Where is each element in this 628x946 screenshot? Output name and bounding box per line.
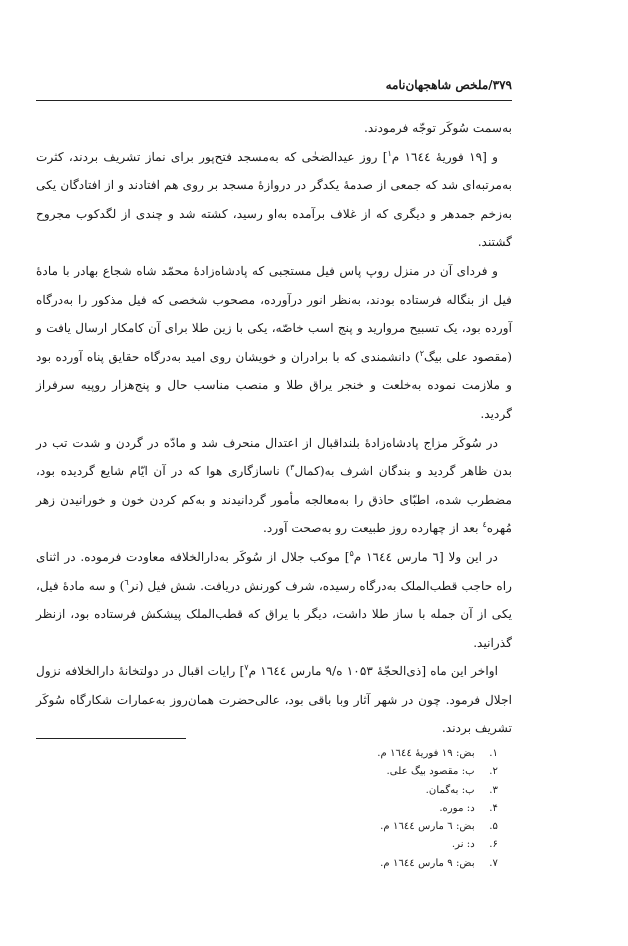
paragraph-2: و [۱۹ فوریهٔ ١٦٤٤ م$^۱$] روز عیدالضحٰی که به‌مسجد فتح‌پور برای نماز تشریف بردند، کثرت به‌مرتبه‌ای شد که جمعی از صدمهٔ یکدگر در دروازهٔ مسجد بر روی هم افتادند و از افتادگان یکی به‌زخم جمدهر و دیگری که از غلاف برآمده به‌او رسید، کشته شد و چندی از لگدکوب مجروح گشتند. bbox=[36, 148, 512, 250]
footnote-item: ۲. ب: مقصود بیگ علی. bbox=[386, 766, 498, 778]
footnote-item: ۳. ب: به‌گمان. bbox=[425, 784, 498, 796]
footnote-item: ۶. د: نر. bbox=[451, 839, 498, 851]
paragraph-5: در این ولا [٦ مارس ١٦٤٤ م$^۵$] موکب جلال از سُوکَر به‌دارالخلافه معاودت فرموده. در اثنای راه حاجب قطب‌الملک به‌درگاه رسیده، شرف کورنش دریافت. شش فیل (نر$^٦$) و سه مادهٔ فیل، یکی از آن جمله با ساز طلا داشت، دیگر با یراق که قطب‌الملک پیشکش فرستاده بود، ازنظر گذرانید. bbox=[36, 548, 512, 650]
paragraph-1: به‌سمت سُوکَر توجّه فرمودند. bbox=[363, 121, 512, 135]
footnote-item: ۷. بض: ۹ مارس ١٦٤٤ م. bbox=[380, 857, 498, 869]
paragraph-4: در سُوکَر مزاج پادشاه‌زادهٔ بلنداقبال از اعتدال منحرف شد و مادّه در گردن و شدت تب در بدن ظاهر گردید و بندگان اشرف به(کمال$^۳$) ناسازگاری هوا که در آن ایّام شایع گردیده بود، مضطرب شده، اطبّای حاذق را به‌معالجه مأمور گردانیدند و به‌کم کردن خون و خورانیدن زهر مُهره$^٤$ بعد از چهارده روز طبیعت رو به‌صحت آورد. bbox=[36, 435, 512, 536]
footnotes-list bbox=[36, 745, 512, 873]
footnote-rule bbox=[36, 738, 186, 739]
header-rule bbox=[36, 100, 512, 101]
footnote-ref-1[interactable]: ۱ bbox=[387, 148, 392, 158]
paragraph-3: و فردای آن در منزل روپ پاس فیل مستجبی که پادشاه‌زادهٔ محمّد شاه شجاع بهادر با مادهٔ فیل از بنگاله فرستاده بودند، به‌نظر انور درآورده، مصحوب شخصی که فیل مذکور را به‌درگاه آورده بود، یک تسبیح مروارید و پنج اسب خاصّه، یکی با زین طلا برای آن کامکار ارسال یافت و (مقصود علی بیگ$^۲$) دانشمندی که با برادران و خویشان روی امید به‌درگاه حقایق پناه آورده بود و ملازمت نموده به‌خلعت و خنجر یراق طلا و منصب مناسب حال و پنج‌هزار روپیه سرفراز گردید. bbox=[36, 263, 512, 421]
footnote-ref-5[interactable]: ۵ bbox=[349, 548, 354, 558]
footnote-ref-2[interactable]: ۲ bbox=[419, 348, 424, 358]
footnote-item: ۱. بض: ۱۹ فوریهٔ ١٦٤٤ م. bbox=[377, 748, 498, 759]
main-text bbox=[36, 114, 512, 743]
footnote-item: ۴. د: موره. bbox=[439, 802, 498, 814]
paragraph-6: اواخر این ماه [ذی‌الحجّهٔ ۱۰۵۳ ه/۹ مارس ١٦٤٤ م$^۷$] رایات اقبال در دولتخانهٔ دارالخلافه نزول اجلال فرمود. چون در شهر آثار وبا باقی بود، عالی‌حضرت همان‌روز به‌عمارات شکارگاه سُوکَر تشریف بردند. bbox=[36, 663, 512, 736]
footnote-ref-7[interactable]: ۷ bbox=[244, 663, 249, 673]
footnote-ref-4[interactable]: ٤ bbox=[482, 520, 487, 530]
footnote-ref-6[interactable]: ٦ bbox=[124, 577, 129, 587]
footnote-item: ۵. بض: ٦ مارس ١٦٤٤ م. bbox=[380, 821, 498, 833]
footnote-ref-3[interactable]: ۳ bbox=[290, 463, 295, 473]
running-header: ۳۷۹/ملخص شاهجهان‌نامه bbox=[385, 78, 512, 92]
